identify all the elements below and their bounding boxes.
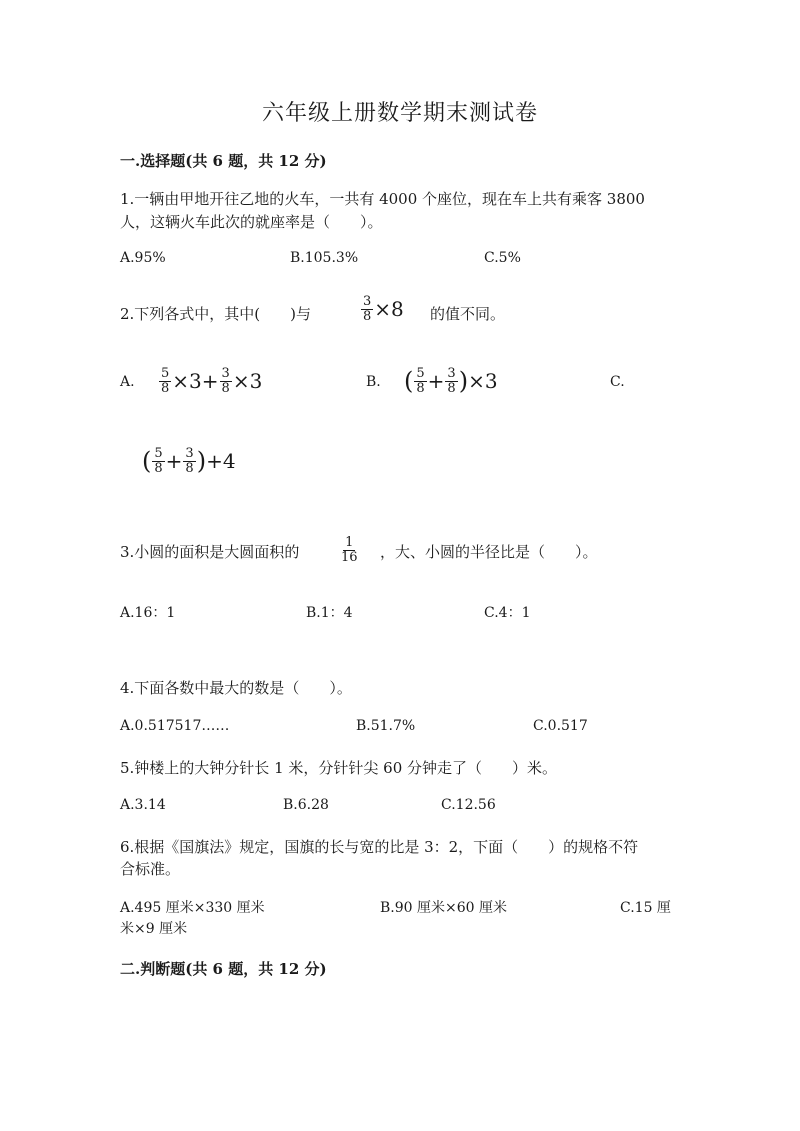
q6-option-c[interactable]: C.15 厘 (620, 900, 671, 916)
q2-expression: $\frac{3}{8}$ ×8 (363, 294, 404, 324)
q1-option-b[interactable]: B.105.3% (290, 250, 359, 266)
q3-fraction: $\frac{1}{16}$ (341, 535, 358, 565)
q2-option-a-label[interactable]: A. (120, 374, 135, 390)
section-heading-judgement: 二.判断题(共 6 题，共 12 分) (120, 960, 327, 978)
q1-option-a[interactable]: A.95% (120, 250, 166, 266)
q2-option-a-expr[interactable]: $\frac{5}{8}$ ×3+ $\frac{3}{8}$ ×3 (161, 366, 263, 396)
fraction: $\frac{3}{8}$ (363, 294, 372, 324)
page-title: 六年级上册数学期末测试卷 (261, 101, 538, 126)
section-heading-choice: 一.选择题(共 6 题，共 12 分) (120, 152, 327, 170)
q3-option-b[interactable]: B.1：4 (306, 605, 353, 621)
question-5-text: 5.钟楼上的大钟分针长 1 米，分针针尖 60 分钟走了（ ）米。 (120, 759, 558, 777)
q6-option-c-continued[interactable]: 米×9 厘米 (120, 921, 188, 937)
q4-option-c[interactable]: C.0.517 (533, 718, 588, 734)
q3-option-c[interactable]: C.4：1 (484, 605, 531, 621)
question-3-text-after: ，大、小圆的半径比是（ ）。 (380, 543, 598, 561)
q1-option-c[interactable]: C.5% (484, 250, 521, 266)
q2-option-b-label[interactable]: B. (366, 374, 381, 390)
question-2-text-after: 的值不同。 (430, 305, 506, 323)
q3-option-a[interactable]: A.16：1 (120, 605, 176, 621)
q2-option-c-label[interactable]: C. (610, 374, 625, 390)
question-4-text: 4.下面各数中最大的数是（ ）。 (120, 679, 352, 697)
question-2-text: 2.下列各式中，其中( )与 (120, 305, 312, 323)
question-6-line-2: 合标准。 (120, 860, 181, 878)
q6-option-a[interactable]: A.495 厘米×330 厘米 (120, 900, 265, 916)
question-6-line-1: 6.根据《国旗法》规定，国旗的长与宽的比是 3：2，下面（ ）的规格不符 (120, 838, 639, 856)
question-1-line-2: 人，这辆火车此次的就座率是（ ）。 (120, 213, 383, 231)
q4-option-b[interactable]: B.51.7% (356, 718, 416, 734)
q4-option-a[interactable]: A.0.517517…… (120, 718, 230, 734)
q2-option-b-expr[interactable]: ( $\frac{5}{8}$ + $\frac{3}{8}$ ) ×3 (404, 366, 498, 396)
question-1-line-1: 1.一辆由甲地开往乙地的火车，一共有 4000 个座位，现在车上共有乘客 3800 (120, 190, 645, 208)
q5-option-c[interactable]: C.12.56 (441, 797, 496, 813)
q5-option-a[interactable]: A.3.14 (120, 797, 166, 813)
q2-option-c-expr[interactable]: ( $\frac{5}{8}$ + $\frac{3}{8}$ ) +4 (142, 446, 236, 476)
q6-option-b[interactable]: B.90 厘米×60 厘米 (380, 900, 507, 916)
question-3-text: 3.小圆的面积是大圆面积的 (120, 543, 300, 561)
q5-option-b[interactable]: B.6.28 (283, 797, 329, 813)
